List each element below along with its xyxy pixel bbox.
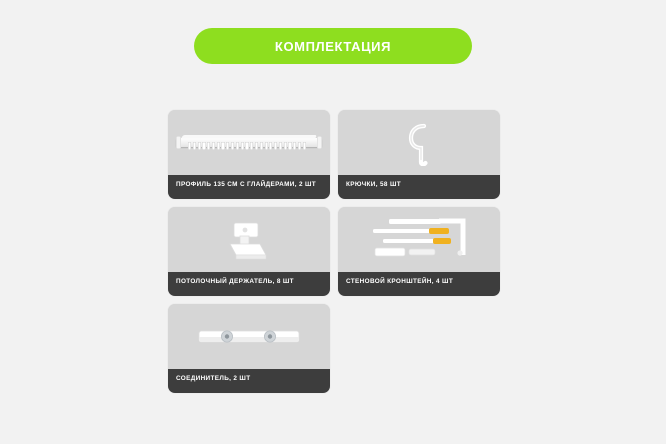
ceiling-holder-icon bbox=[220, 217, 278, 265]
kit-card-caption: СОЕДИНИТЕЛЬ, 2 ШТ bbox=[168, 369, 330, 393]
kit-card-image bbox=[168, 207, 330, 272]
kit-card-image bbox=[168, 304, 330, 369]
curtain-rail-profile-icon bbox=[176, 134, 322, 152]
wall-bracket-icon bbox=[359, 215, 479, 267]
connector-plate-icon bbox=[197, 326, 301, 348]
page-title: КОМПЛЕКТАЦИЯ bbox=[274, 38, 392, 54]
kit-card-wall-bracket[interactable] bbox=[338, 207, 500, 296]
kit-row bbox=[168, 207, 500, 296]
kit-card-connector[interactable] bbox=[168, 304, 330, 393]
kit-card-image bbox=[338, 110, 500, 175]
kit-card-caption: ПРОФИЛЬ 135 СМ С ГЛАЙДЕРАМИ, 2 ШТ bbox=[168, 175, 330, 199]
grid-spacer bbox=[338, 304, 500, 393]
kit-card-caption: КРЮЧКИ, 58 ШТ bbox=[338, 175, 500, 199]
kit-row bbox=[168, 304, 500, 393]
kit-card-ceiling-holder[interactable] bbox=[168, 207, 330, 296]
kit-card-image bbox=[168, 110, 330, 175]
kit-card-caption: СТЕНОВОЙ КРОНШТЕЙН, 4 ШТ bbox=[338, 272, 500, 296]
kit-row bbox=[168, 110, 500, 199]
kit-card-rail[interactable] bbox=[168, 110, 330, 199]
kit-card-image bbox=[338, 207, 500, 272]
title-banner bbox=[0, 28, 666, 64]
title-pill bbox=[194, 28, 472, 64]
kit-card-caption: ПОТОЛОЧНЫЙ ДЕРЖАТЕЛЬ, 8 ШТ bbox=[168, 272, 330, 296]
kit-grid bbox=[168, 110, 500, 401]
kit-card-hooks[interactable] bbox=[338, 110, 500, 199]
curtain-hook-icon bbox=[402, 122, 436, 166]
